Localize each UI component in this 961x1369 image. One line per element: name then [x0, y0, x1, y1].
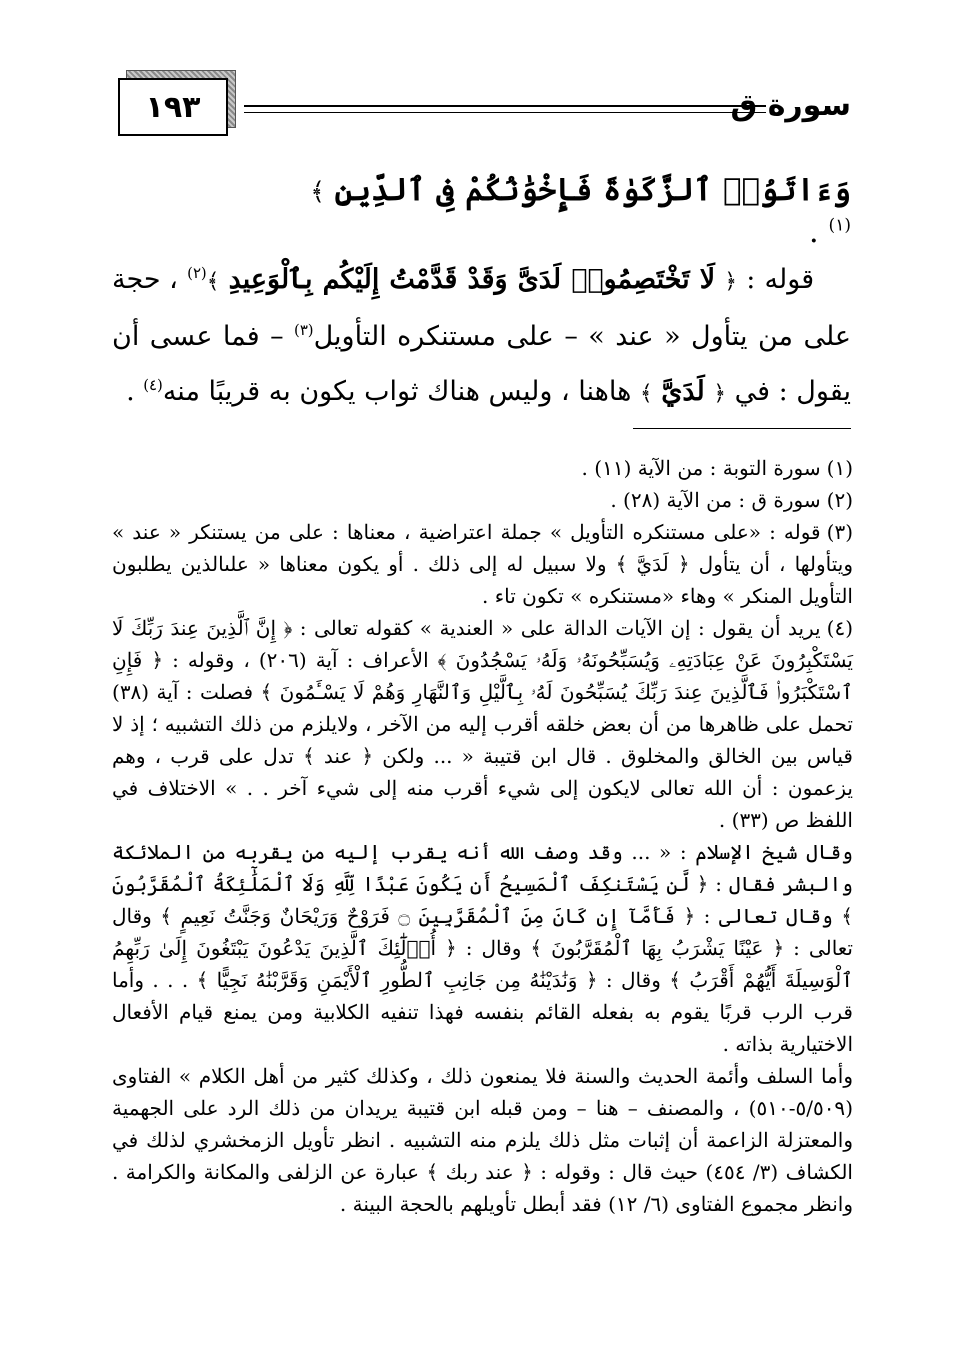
footnote-number: (٢) — [826, 488, 853, 512]
footnote-ref-4: (٤) — [143, 376, 163, 394]
open-bracket-ornament: ﴿ — [724, 269, 737, 294]
main-verse-line — [300, 170, 851, 252]
open-bracket-ornament: ﴿ — [713, 381, 726, 406]
footnote-4-continued-2 — [112, 1060, 853, 1220]
para-text-2: – فما عسى أن يقول : في — [112, 321, 851, 407]
close-bracket-ornament: ﴾ — [310, 177, 325, 206]
para-text-1: ، حجة على من يتأول « عند » – على مستنكره التأويل — [112, 264, 851, 352]
footnote-2 — [112, 484, 853, 516]
footnote-number: (١) — [826, 456, 853, 480]
footnote-text: سورة ق : من الآية (٢٨) . — [610, 488, 821, 512]
footnote-text: وأما السلف وأئمة الحديث والسنة فلا يمنعون ذلك ، وكذلك كثير من أهل الكلام » الفتاوى (٥/٥٠٩-٥١٠) ، والمصنف – هنا – ومن قبله ابن قتيبة يريدان من ذلك الرد على الجهمية والمعتزلة الزاعمة أن إثبات مثل ذلك يلزم منه التشبيه . انظر تأويل الزمخشري لذلك في الكشاف (٣/ ٤٥٤) حيث قال : وقوله : ﴿ عند ربك ﴾ عبارة عن الزلفى والمكانة والكرامة . وانظر مجموع الفتاوى (٦/ ١٢) فقد أبطل تأويلهم بالحجة البينة . — [112, 1064, 853, 1216]
footnote-1 — [112, 452, 853, 484]
close-bracket-ornament: ﴾ — [206, 269, 220, 294]
footnote-separator — [633, 428, 851, 429]
footnote-text: قوله : «على مستنكره التأويل » جملة اعتراضية ، معناها : على من يستنكر « عند » ويتأولها ، أن يتأول ﴿ لَدَيَّ ﴾ ولا سبيل له إلى ذلك . أو يكون معناها « علىالذين يطلبون التأويل المنكر » وهاء «مستنكره » تكون تاء . — [112, 520, 853, 608]
page-number-box — [118, 78, 236, 136]
main-paragraph — [112, 252, 851, 421]
para-text-4: . — [126, 376, 135, 407]
footnote-ref-3: (٣) — [294, 321, 314, 339]
footnote-4-continued — [112, 836, 853, 1060]
footnote-number: (٤) — [826, 616, 853, 640]
footnotes — [112, 452, 853, 1220]
para-intro: قوله : — [746, 264, 815, 295]
verse-text: وَءَاتَوُا۟ ٱلزَّكَوٰةَ فَإِخْوَٰنُكُمْ فِى ٱلدِّينِ — [334, 172, 851, 208]
footnote-ref-1: (١) — [828, 215, 851, 236]
para-text-3: هاهنا ، وليس هناك ثواب يكون به قريبًا منه — [162, 376, 632, 407]
verse-end: . — [808, 214, 819, 250]
page-number: ١٩٣ — [118, 78, 228, 136]
quote-1: لَا تَخْتَصِمُوا۟ لَدَىَّ وَقَدْ قَدَّمْتُ إِلَيْكُم بِٱلْوَعِيدِ — [228, 264, 716, 295]
footnote-text: يريد أن يقول : إن الآيات الدالة على « العندية » كقوله تعالى : ﴿ إِنَّ ٱلَّذِينَ عِندَ رَبِّكَ لَا يَسْتَكْبِرُونَ عَنْ عِبَادَتِهِۦ وَيُسَبِّحُونَهُۥ وَلَهُۥ يَسْجُدُونَ ﴾ الأعراف : آية (٢٠٦) ، وقوله : ﴿ فَإِنِ ٱسْتَكْبَرُوا۟ فَٱلَّذِينَ عِندَ رَبِّكَ يُسَبِّحُونَ لَهُۥ بِٱلَّيْلِ وَٱلنَّهَارِ وَهُمْ لَا يَسْـَٔمُونَ ﴾ فصلت : آية (٣٨) تحمل على ظاهرها من أن بعض خلقه أقرب إليه من الآخر ، ولايلزم من ذلك التشبيه ؛ إذ لا قياس بين الخالق والمخلوق . قال ابن قتيبة « ... ولكن ﴿ عند ﴾ تدل على قرب ، وهم يزعمون : أن الله تعالى لايكون إلى شيء أقرب منه إلى شيء آخر . . » الاختلاف في اللفظ ص (٣٣) . — [112, 616, 853, 832]
footnote-text: سورة التوبة : من الآية (١١) . — [581, 456, 821, 480]
quote-2: لَدَيَّ — [661, 376, 705, 407]
footnote-text: وقال شيخ الإسلام : « ... وقد وصف الله أنه يقرب إليه من يقربه من الملائكة والبشر فقال : ﴿ لَّن يَسْتَنكِفَ ٱلْمَسِيحُ أَن يَكُونَ عَبْدًا لِّلَّهِ وَلَا ٱلْمَلَٰٓئِكَةُ ٱلْمُقَرَّبُونَ ﴾ وقال تعالى : ﴿ فَأَمَّآ إِن كَانَ مِنَ ٱلْمُقَرَّبِينَ ۝ فَرَوْحٌ وَرَيْحَانٌ وَجَنَّتُ نَعِيمٍ ﴾ وقال تعالى : ﴿ عَيْنًا يَشْرَبُ بِهَا ٱلْمُقَرَّبُونَ ﴾ وقال : ﴿ أُو۟لَٰٓئِكَ ٱلَّذِينَ يَدْعُونَ يَبْتَغُونَ إِلَىٰ رَبِّهِمُ ٱلْوَسِيلَةَ أَيُّهُمْ أَقْرَبُ ﴾ وقال : ﴿ وَنَٰدَيْنَٰهُ مِن جَانِبِ ٱلطُّورِ ٱلْأَيْمَنِ وَقَرَّبْنَٰهُ نَجِيًّا ﴾ . . . وأما قرب الرب قربًا يقوم به بفعله القائم بنفسه فهذا تنفيه الكلابية ومن يمنع قيام الأفعال الاختيارية بذاته . — [112, 840, 854, 1056]
footnote-number: (٣) — [826, 520, 853, 544]
footnote-3 — [112, 516, 853, 612]
footnote-ref-2: (٢) — [187, 264, 207, 282]
header-rule — [244, 105, 766, 113]
footnote-4 — [112, 612, 853, 836]
close-bracket-ornament: ﴾ — [639, 381, 653, 406]
surah-title: سورة ق — [730, 88, 851, 123]
